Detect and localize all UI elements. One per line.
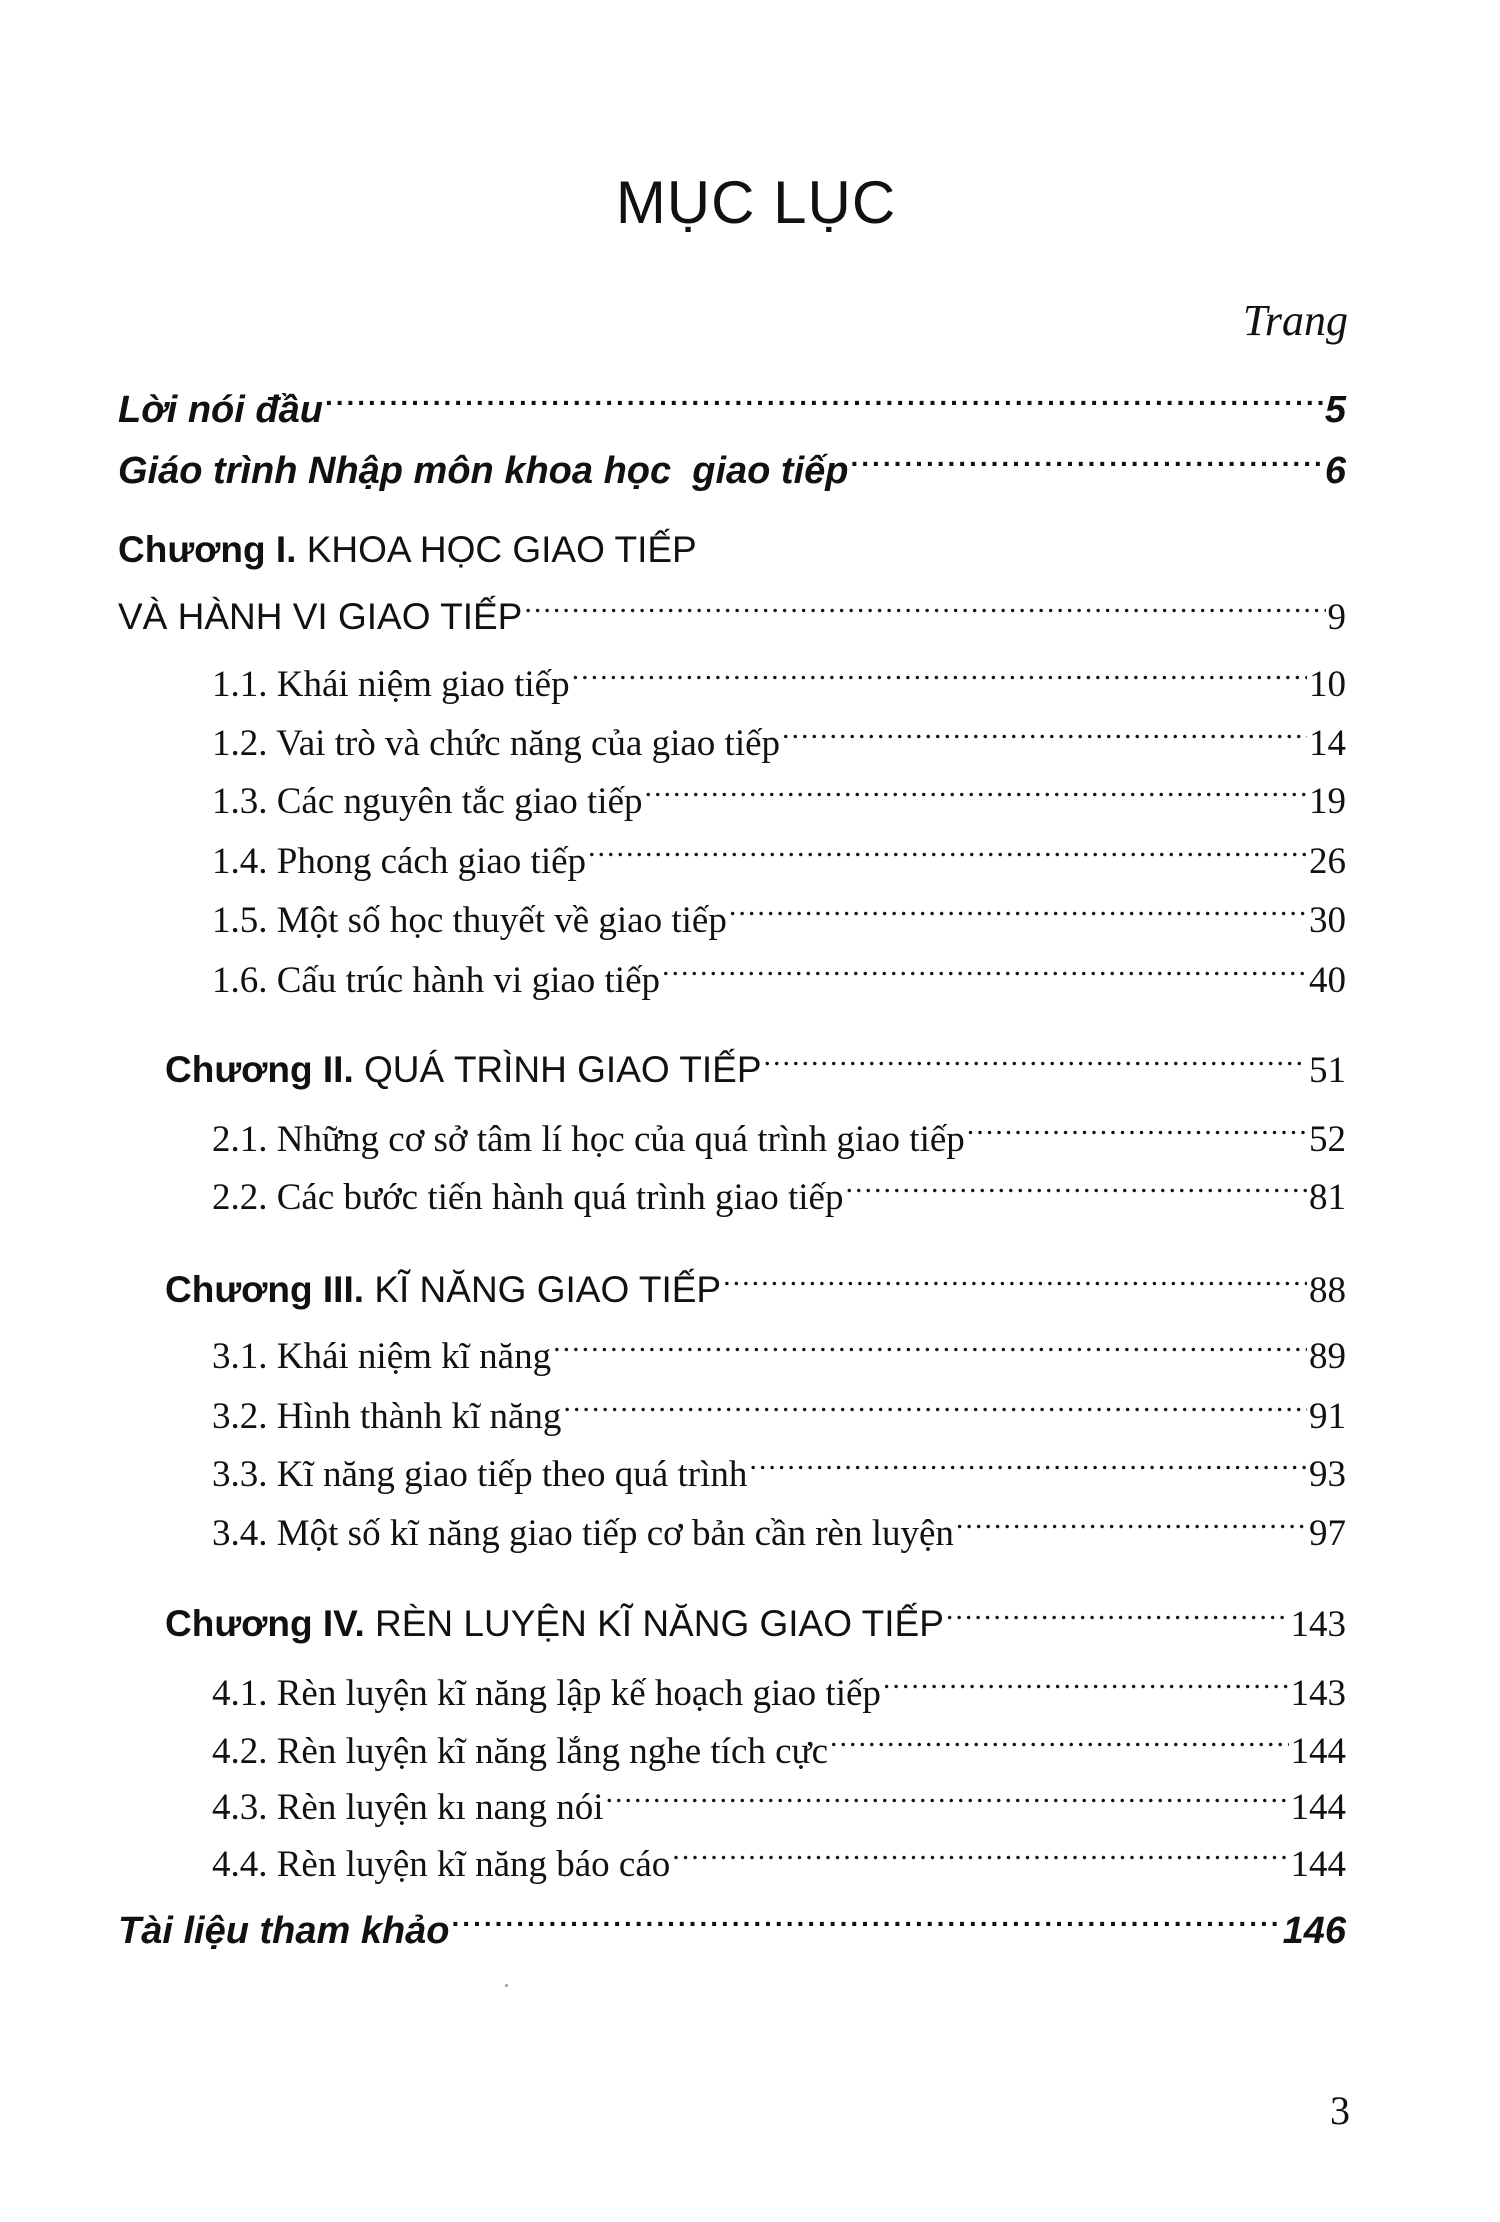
toc-entry-label: 3.2. Hình thành kĩ năng bbox=[212, 1396, 562, 1437]
toc-section-2-2[interactable] bbox=[212, 1172, 1346, 1224]
toc-entry-label: 1.6. Cấu trúc hành vi giao tiếp bbox=[212, 960, 661, 1001]
dot-leader bbox=[883, 1668, 1289, 1705]
chapter-1-heading[interactable] bbox=[118, 524, 697, 576]
toc-entry-page: 97 bbox=[1309, 1513, 1346, 1554]
dot-leader bbox=[325, 384, 1323, 422]
chapter-4-heading[interactable] bbox=[165, 1598, 1346, 1650]
dot-leader bbox=[606, 1782, 1289, 1819]
toc-section-3-4[interactable] bbox=[212, 1508, 1346, 1560]
toc-entry-label: 4.1. Rèn luyện kĩ năng lập kế hoạch giao tiếp bbox=[212, 1673, 881, 1714]
toc-entry-label: 4.2. Rèn luyện kĩ năng lắng nghe tích cực bbox=[212, 1731, 829, 1772]
toc-section-1-1[interactable] bbox=[212, 659, 1346, 711]
toc-entry-page: 30 bbox=[1309, 900, 1346, 941]
toc-section-2-1[interactable] bbox=[212, 1114, 1346, 1166]
toc-entry-label: Lời nói đầu bbox=[118, 389, 323, 431]
toc-section-1-3[interactable] bbox=[212, 776, 1346, 828]
chapter-title: QUÁ TRÌNH GIAO TIẾP bbox=[364, 1049, 762, 1090]
toc-entry-label: 3.3. Kĩ năng giao tiếp theo quá trình bbox=[212, 1454, 748, 1495]
toc-entry-page: 89 bbox=[1309, 1336, 1346, 1377]
dot-leader bbox=[729, 895, 1307, 932]
print-speck bbox=[505, 1984, 508, 1987]
toc-section-1-5[interactable] bbox=[212, 895, 1346, 947]
toc-entry-label: 3.1. Khái niệm kĩ năng bbox=[212, 1336, 552, 1377]
dot-leader bbox=[749, 1449, 1307, 1486]
toc-entry-page: 14 bbox=[1309, 723, 1346, 764]
toc-entry-page: 144 bbox=[1290, 1731, 1346, 1772]
dot-leader bbox=[553, 1331, 1307, 1368]
chapter-3-heading[interactable] bbox=[165, 1264, 1346, 1316]
toc-entry-label: 1.3. Các nguyên tắc giao tiếp bbox=[212, 781, 643, 822]
toc-entry-page: 144 bbox=[1290, 1787, 1346, 1828]
toc-entry-page: 143 bbox=[1290, 1673, 1346, 1714]
toc-entry-label: Giáo trình Nhập môn khoa học giao tiếp bbox=[118, 450, 849, 492]
toc-entry-page: 91 bbox=[1309, 1396, 1346, 1437]
toc-entry-label: 1.4. Phong cách giao tiếp bbox=[212, 841, 587, 882]
dot-leader bbox=[845, 1172, 1307, 1209]
toc-entry-page: 10 bbox=[1309, 664, 1346, 705]
toc-entry-page: 88 bbox=[1309, 1270, 1346, 1311]
dot-leader bbox=[850, 445, 1322, 483]
toc-entry-label: 2.1. Những cơ sở tâm lí học của quá trình giao tiếp bbox=[212, 1119, 965, 1160]
toc-section-1-2[interactable] bbox=[212, 718, 1346, 770]
chapter-title: RÈN LUYỆN KĨ NĂNG GIAO TIẾP bbox=[375, 1603, 944, 1644]
toc-entry-page: 93 bbox=[1309, 1454, 1346, 1495]
toc-entry-course[interactable] bbox=[118, 445, 1346, 497]
toc-section-4-1[interactable] bbox=[212, 1668, 1346, 1720]
toc-entry-page: 51 bbox=[1309, 1050, 1346, 1091]
toc-entry-page: 40 bbox=[1309, 960, 1346, 1001]
toc-entry-label: 1.5. Một số học thuyết về giao tiếp bbox=[212, 900, 727, 941]
toc-section-3-1[interactable] bbox=[212, 1331, 1346, 1383]
chapter-1-heading-line2[interactable] bbox=[118, 591, 1346, 643]
chapter-title: KHOA HỌC GIAO TIẾP bbox=[306, 529, 697, 570]
chapter-title: KĨ NĂNG GIAO TIẾP bbox=[374, 1269, 722, 1310]
toc-entry-page: 9 bbox=[1327, 597, 1346, 638]
dot-leader bbox=[572, 659, 1307, 696]
toc-section-3-2[interactable] bbox=[212, 1391, 1346, 1443]
toc-entry-page: 26 bbox=[1309, 841, 1346, 882]
toc-entry-preface[interactable] bbox=[118, 384, 1346, 436]
dot-leader bbox=[956, 1508, 1307, 1545]
dot-leader bbox=[672, 1839, 1288, 1876]
dot-leader bbox=[588, 836, 1307, 873]
dot-leader bbox=[524, 592, 1325, 629]
toc-entry-label: 3.4. Một số kĩ năng giao tiếp cơ bản cần rèn luyện bbox=[212, 1513, 954, 1554]
toc-section-1-4[interactable] bbox=[212, 836, 1346, 888]
toc-entry-label: 4.3. Rèn luyện kı nang nói bbox=[212, 1787, 604, 1828]
chapter-heading-label bbox=[165, 1264, 721, 1316]
toc-section-4-3[interactable] bbox=[212, 1782, 1346, 1834]
toc-entry-page: 6 bbox=[1324, 450, 1346, 492]
chapter-heading-label bbox=[165, 1044, 762, 1096]
toc-entry-label: 2.2. Các bước tiến hành quá trình giao tiếp bbox=[212, 1177, 844, 1218]
toc-entry-page: 81 bbox=[1309, 1177, 1346, 1218]
dot-leader bbox=[452, 1905, 1281, 1943]
chapter-number: Chương III. bbox=[165, 1269, 365, 1310]
dot-leader bbox=[967, 1114, 1307, 1151]
dot-leader bbox=[723, 1265, 1307, 1302]
toc-entry-page: 19 bbox=[1309, 781, 1346, 822]
chapter-number: Chương IV. bbox=[165, 1603, 365, 1644]
toc-entry-page: 143 bbox=[1290, 1604, 1346, 1645]
page-column-label: Trang bbox=[1242, 296, 1348, 345]
chapter-title-continued: VÀ HÀNH VI GIAO TIẾP bbox=[118, 596, 523, 637]
toc-section-3-3[interactable] bbox=[212, 1449, 1346, 1501]
chapter-number: Chương I. bbox=[118, 529, 297, 570]
dot-leader bbox=[782, 718, 1307, 755]
toc-section-4-2[interactable] bbox=[212, 1726, 1346, 1778]
toc-entry-page: 5 bbox=[1324, 389, 1346, 431]
toc-entry-label: 4.4. Rèn luyện kĩ năng báo cáo bbox=[212, 1844, 671, 1885]
toc-entry-label: Tài liệu tham khảo bbox=[118, 1910, 450, 1952]
toc-section-1-6[interactable] bbox=[212, 955, 1346, 1007]
dot-leader bbox=[830, 1726, 1288, 1763]
dot-leader bbox=[946, 1599, 1289, 1636]
toc-entry-label: 1.2. Vai trò và chức năng của giao tiếp bbox=[212, 723, 781, 764]
page-title: MỤC LỤC bbox=[615, 169, 897, 236]
chapter-number: Chương II. bbox=[165, 1049, 354, 1090]
chapter-2-heading[interactable] bbox=[165, 1044, 1346, 1096]
dot-leader bbox=[764, 1045, 1307, 1082]
toc-entry-page: 144 bbox=[1290, 1844, 1346, 1885]
dot-leader bbox=[662, 955, 1307, 992]
chapter-heading-label bbox=[165, 1598, 944, 1650]
toc-entry-references[interactable] bbox=[118, 1905, 1346, 1957]
toc-section-4-4[interactable] bbox=[212, 1839, 1346, 1891]
dot-leader bbox=[645, 776, 1307, 813]
dot-leader bbox=[563, 1391, 1307, 1428]
toc-entry-label: 1.1. Khái niệm giao tiếp bbox=[212, 664, 570, 705]
page-number: 3 bbox=[1330, 2088, 1350, 2133]
toc-entry-page: 52 bbox=[1309, 1119, 1346, 1160]
toc-entry-page: 146 bbox=[1282, 1910, 1346, 1952]
